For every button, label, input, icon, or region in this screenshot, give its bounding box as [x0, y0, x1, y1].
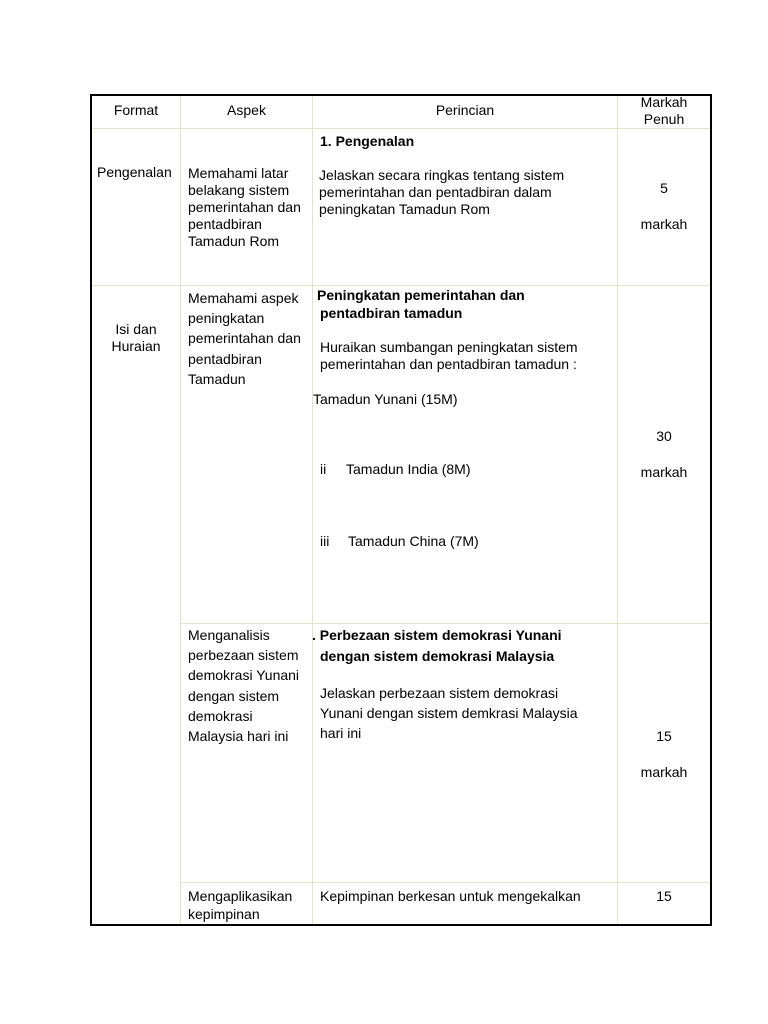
row2-item-number: ii — [320, 461, 327, 477]
row2-perincian-title-line: Peningkatan pemerintahan dan — [317, 287, 525, 303]
row3-aspek-line: demokrasi — [188, 708, 253, 724]
row2-perincian-line: Huraikan sumbangan peningkatan sistem — [320, 339, 578, 355]
table-border-right — [710, 94, 712, 926]
row2-perincian-line: pemerintahan dan pentadbiran tamadun : — [320, 356, 577, 372]
row1-aspek-line: pentadbiran — [188, 216, 262, 232]
row1-aspek-line: pemerintahan dan — [188, 199, 301, 215]
column-divider-aspek — [312, 96, 313, 924]
row1-markah-unit: markah — [640, 216, 688, 232]
row2-markah-value: 30 — [656, 428, 672, 444]
column-divider-format — [180, 96, 181, 924]
row2-aspek-line: Tamadun — [188, 371, 246, 387]
row2-aspek-line: pentadbiran — [188, 351, 262, 367]
criteria-table — [90, 94, 712, 926]
row4-aspek-line: kepimpinan — [188, 906, 260, 922]
row3-perincian-line: hari ini — [320, 725, 362, 741]
row-divider-3 — [180, 882, 710, 883]
row1-perincian-line: pemerintahan dan pentadbiran dalam — [319, 184, 552, 200]
table-border-left — [90, 94, 92, 926]
row1-aspek-line: Memahami latar — [188, 165, 289, 181]
row4-aspek-line: Mengaplikasikan — [188, 888, 293, 904]
row2-aspek-line: peningkatan — [188, 310, 265, 326]
row2-format-line: Huraian — [111, 338, 161, 354]
row1-format: Pengenalan — [97, 164, 172, 180]
row2-format-line: Isi dan — [115, 321, 157, 337]
header-markah-penuh: Markah Penuh — [640, 94, 688, 127]
row3-perincian-title-line: dengan sistem demokrasi Malaysia — [320, 648, 555, 664]
row-divider-2 — [180, 623, 710, 624]
header-format: Format — [113, 102, 159, 118]
row4-markah-value: 15 — [656, 888, 672, 904]
row3-aspek-line: Menganalisis — [188, 627, 270, 643]
header-row-divider — [92, 128, 710, 129]
row3-markah-value: 15 — [656, 728, 672, 744]
row3-markah-unit: markah — [640, 764, 688, 780]
row3-aspek-line: Malaysia hari ini — [188, 728, 289, 744]
row2-aspek-line: Memahami aspek — [188, 290, 299, 306]
row3-perincian-title-line: . Perbezaan sistem demokrasi Yunani — [312, 627, 562, 643]
table-border-bottom — [90, 924, 712, 926]
row1-perincian-line: peningkatan Tamadun Rom — [319, 201, 490, 217]
row3-perincian-line: Yunani dengan sistem demkrasi Malaysia — [320, 705, 578, 721]
row4-perincian-line: Kepimpinan berkesan untuk mengekalkan — [320, 888, 581, 904]
header-perincian: Perincian — [435, 102, 495, 118]
row2-item-number: iii — [320, 533, 330, 549]
row2-markah-unit: markah — [640, 464, 688, 480]
row2-perincian-title-line: pentadbiran tamadun — [320, 305, 463, 321]
row1-perincian-line: Jelaskan secara ringkas tentang sistem — [319, 167, 565, 183]
row2-item-india: Tamadun India (8M) — [346, 461, 471, 477]
row3-aspek-line: dengan sistem — [188, 688, 280, 704]
row1-aspek-line: belakang sistem — [188, 182, 290, 198]
row2-item-yunani: Tamadun Yunani (15M) — [313, 391, 458, 407]
row1-aspek-line: Tamadun Rom — [188, 233, 280, 249]
row1-markah-value: 5 — [660, 180, 668, 196]
row2-aspek-line: pemerintahan dan — [188, 330, 301, 346]
header-aspek: Aspek — [227, 102, 266, 118]
row3-aspek-line: perbezaan sistem — [188, 647, 299, 663]
row2-item-china: Tamadun China (7M) — [348, 533, 479, 549]
row1-perincian-title: 1. Pengenalan — [320, 133, 415, 149]
row3-aspek-line: demokrasi Yunani — [188, 667, 300, 683]
row-divider-1 — [92, 285, 710, 286]
row3-perincian-line: Jelaskan perbezaan sistem demokrasi — [320, 685, 559, 701]
